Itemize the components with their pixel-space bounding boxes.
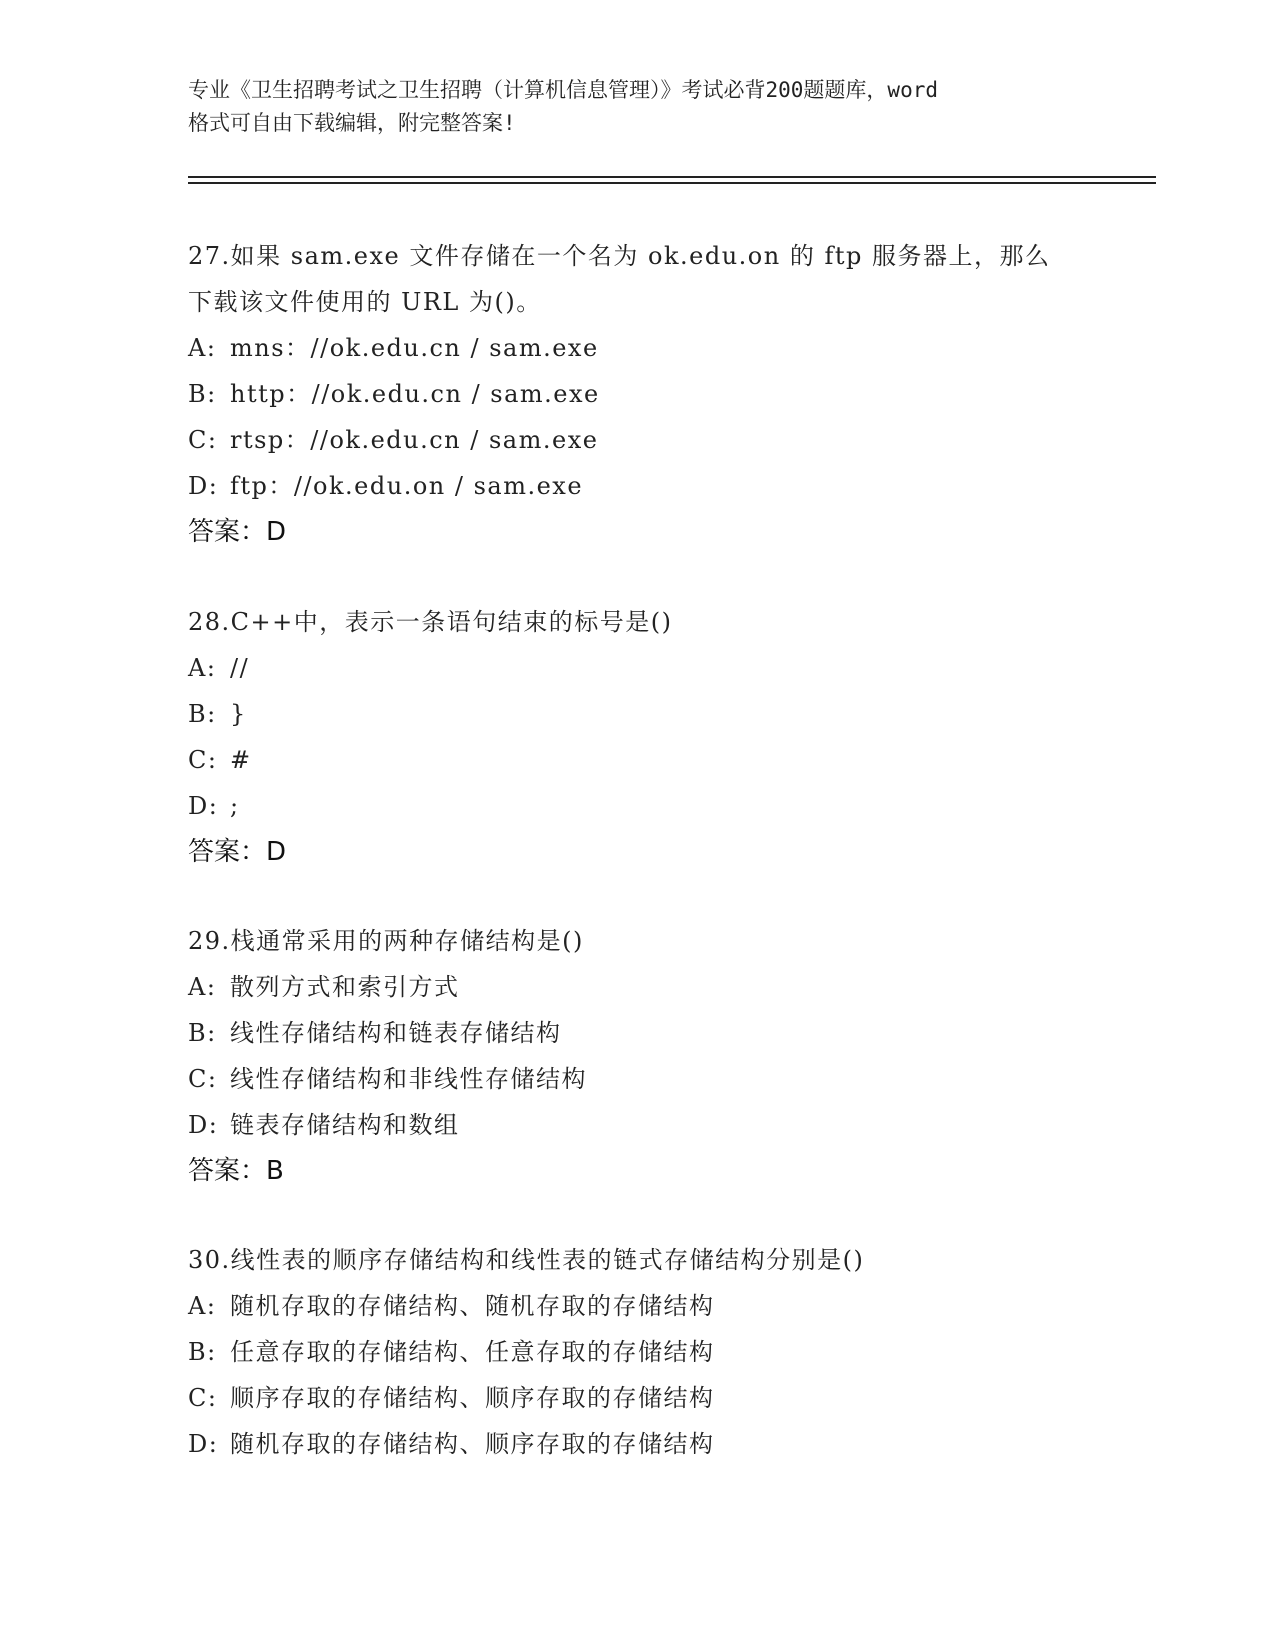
option-b xyxy=(188,1010,1088,1056)
option-d xyxy=(188,463,1088,509)
option-text: // xyxy=(230,654,250,682)
option-letter: B: xyxy=(188,380,217,408)
option-text: http：//ok.edu.cn / sam.exe xyxy=(230,380,600,408)
question-stem: 29.栈通常采用的两种存储结构是() xyxy=(188,927,584,955)
option-d xyxy=(188,783,1088,829)
option-d xyxy=(188,1102,1088,1148)
option-text: 顺序存取的存储结构、顺序存取的存储结构 xyxy=(230,1384,715,1412)
question-stem: 30.线性表的顺序存储结构和线性表的链式存储结构分别是() xyxy=(188,1246,865,1274)
option-text: # xyxy=(230,746,252,774)
option-c xyxy=(188,417,1088,463)
option-letter: C: xyxy=(188,426,218,454)
option-text: 随机存取的存储结构、顺序存取的存储结构 xyxy=(230,1430,715,1458)
option-letter: A: xyxy=(188,973,217,1001)
option-b xyxy=(188,1329,1088,1375)
option-text: ftp：//ok.edu.on / sam.exe xyxy=(230,472,584,500)
question-stem: 27.如果 sam.exe 文件存储在一个名为 ok.edu.on 的 ftp 服务器上，那么下载该文件使用的 URL 为()。 xyxy=(188,242,1051,316)
option-text: mns：//ok.edu.cn / sam.exe xyxy=(230,334,599,362)
option-b xyxy=(188,691,1088,737)
option-letter: D: xyxy=(188,792,219,820)
option-text: 随机存取的存储结构、随机存取的存储结构 xyxy=(230,1292,715,1320)
option-letter: D: xyxy=(188,1430,219,1458)
answer: 答案：B xyxy=(188,1156,284,1186)
option-text: } xyxy=(230,700,247,728)
option-text: 线性存储结构和非线性存储结构 xyxy=(230,1065,587,1093)
option-a xyxy=(188,645,1088,691)
question-27 xyxy=(188,233,1088,555)
option-text: 线性存储结构和链表存储结构 xyxy=(230,1019,562,1047)
option-letter: B: xyxy=(188,1338,217,1366)
option-a xyxy=(188,1283,1088,1329)
header-line-1: 专业《卫生招聘考试之卫生招聘（计算机信息管理）》考试必背200题题库，word xyxy=(188,78,938,102)
option-text: 链表存储结构和数组 xyxy=(230,1111,460,1139)
option-letter: A: xyxy=(188,1292,217,1320)
option-a xyxy=(188,325,1088,371)
option-c xyxy=(188,737,1088,783)
option-letter: A: xyxy=(188,654,217,682)
question-28 xyxy=(188,599,1088,875)
option-text: 散列方式和索引方式 xyxy=(230,973,460,1001)
option-letter: B: xyxy=(188,1019,217,1047)
option-text: rtsp：//ok.edu.cn / sam.exe xyxy=(230,426,599,454)
option-letter: D: xyxy=(188,472,219,500)
answer: 答案：D xyxy=(188,517,287,547)
option-c xyxy=(188,1375,1088,1421)
option-letter: D: xyxy=(188,1111,219,1139)
option-a xyxy=(188,964,1088,1010)
option-b xyxy=(188,371,1088,417)
header-divider-bottom xyxy=(188,182,1156,184)
option-letter: B: xyxy=(188,700,217,728)
option-d xyxy=(188,1421,1088,1467)
option-letter: C: xyxy=(188,1384,218,1412)
option-text: 任意存取的存储结构、任意存取的存储结构 xyxy=(230,1338,715,1366)
option-c xyxy=(188,1056,1088,1102)
question-29 xyxy=(188,918,1088,1194)
answer: 答案：D xyxy=(188,837,287,867)
question-30 xyxy=(188,1237,1088,1467)
document-header xyxy=(188,74,1088,140)
header-line-2: 格式可自由下载编辑，附完整答案! xyxy=(188,111,516,135)
option-text: ; xyxy=(230,792,240,820)
option-letter: C: xyxy=(188,1065,218,1093)
question-stem: 28.C++中，表示一条语句结束的标号是() xyxy=(188,608,673,636)
option-letter: C: xyxy=(188,746,218,774)
option-letter: A: xyxy=(188,334,217,362)
header-divider-top xyxy=(188,176,1156,178)
